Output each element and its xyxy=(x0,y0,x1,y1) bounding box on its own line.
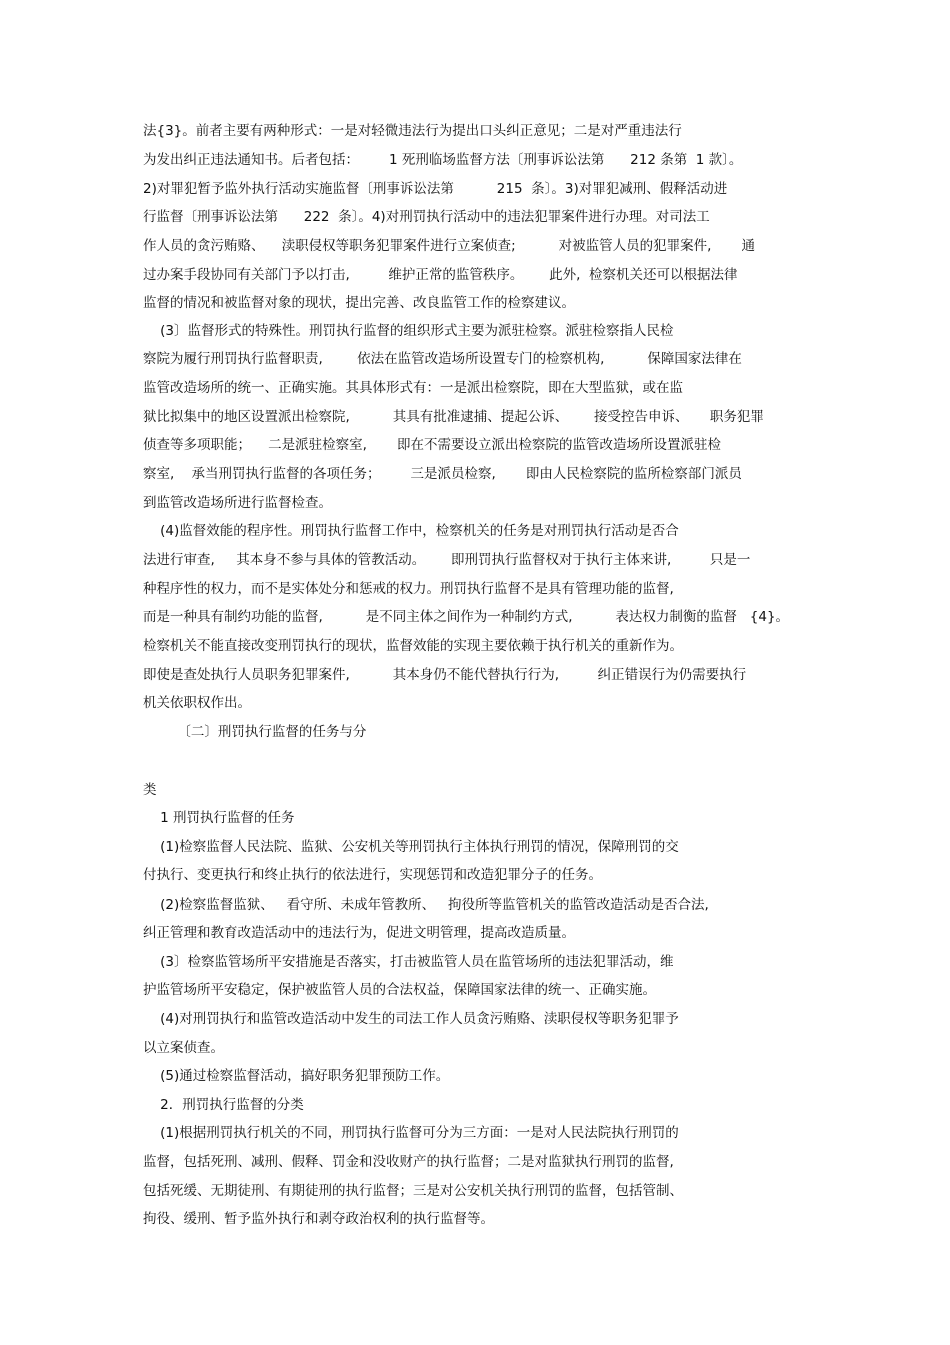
text-line: 种程序性的权力，而不是实体处分和惩戒的权力。刑罚执行监督不是具有管理功能的监督, xyxy=(143,581,674,597)
text-line: 作人员的贪污贿赂、 渎职侵权等职务犯罪案件进行立案侦查; 对被监管人员的犯罪案件, 通 xyxy=(143,238,755,254)
text-line: (1)根据刑罚执行机关的不同，刑罚执行监督可分为三方面：一是对人民法院执行刑罚的 xyxy=(143,1125,679,1141)
text-line: 护监管场所平安稳定，保护被监管人员的合法权益，保障国家法律的统一、正确实施。 xyxy=(143,982,656,998)
text-line: (4)对刑罚执行和监管改造活动中发生的司法工作人员贪污贿赂、渎职侵权等职务犯罪予 xyxy=(143,1011,679,1027)
text-line: 包括死缓、无期徒刑、有期徒刑的执行监督；三是对公安机关执行刑罚的监督，包括管制、 xyxy=(143,1183,683,1199)
text-line: 监督的情况和被监督对象的现状，提出完善、改良监管工作的检察建议。 xyxy=(143,295,575,311)
text-line: 以立案侦查。 xyxy=(143,1040,224,1056)
section-heading-continuation: 类 xyxy=(143,782,157,798)
text-line: (4)监督效能的程序性。刑罚执行监督工作中，检察机关的任务是对刑罚执行活动是否合 xyxy=(143,523,679,539)
text-line: 拘役、缓刑、暂予监外执行和剥夺政治权利的执行监督等。 xyxy=(143,1211,494,1227)
text-line: 即使是查处执行人员职务犯罪案件, 其本身仍不能代替执行行为, 纠正错误行为仍需要执行 xyxy=(143,667,747,683)
text-line: 法{3}。前者主要有两种形式：一是对轻微违法行为提出口头纠正意见；二是对严重违法行 xyxy=(143,123,682,139)
subsection-heading: 2．刑罚执行监督的分类 xyxy=(143,1097,304,1113)
text-line: 而是一种具有制约功能的监督, 是不同主体之间作为一种制约方式, 表达权力制衡的监督 {4}。 xyxy=(143,609,790,625)
text-line: 到监管改造场所进行监督检查。 xyxy=(143,495,332,511)
text-line: 监督，包括死刑、减刑、假释、罚金和没收财产的执行监督；二是对监狱执行刑罚的监督, xyxy=(143,1154,674,1170)
text-line: 察院为履行刑罚执行监督职责, 依法在监管改造场所设置专门的检察机构, 保障国家法律在 xyxy=(143,351,742,367)
section-heading: 〔二〕刑罚执行监督的任务与分 xyxy=(143,724,367,740)
text-line: 狱比拟集中的地区设置派出检察院, 其具有批准逮捕、提起公诉、 接受控告申诉、 职务犯罪 xyxy=(143,409,764,425)
text-line: 察室, 承当刑罚执行监督的各项任务； 三是派员检察, 即由人民检察院的监所检察部门派员 xyxy=(143,466,742,482)
text-line: 法进行审查, 其本身不参与具体的管教活动。 即刑罚执行监督权对于执行主体来讲, 只是一 xyxy=(143,552,751,568)
text-line: 付执行、变更执行和终止执行的依法进行，实现惩罚和改造犯罪分子的任务。 xyxy=(143,867,602,883)
text-line: 纠正管理和教育改造活动中的违法行为，促进文明管理，提高改造质量。 xyxy=(143,925,575,941)
text-line: 行监督〔刑事诉讼法第 222 条〕。4)对刑罚执行活动中的违法犯罪案件进行办理。对司法工 xyxy=(143,209,710,225)
subsection-heading: 1 刑罚执行监督的任务 xyxy=(143,810,295,826)
text-line: 监管改造场所的统一、正确实施。其具体形式有：一是派出检察院，即在大型监狱，或在监 xyxy=(143,380,683,396)
text-line: 2)对罪犯暂予监外执行活动实施监督〔刑事诉讼法第 215 条〕。3)对罪犯减刑、假释活动进 xyxy=(143,181,728,197)
text-line: (5)通过检察监督活动，搞好职务犯罪预防工作。 xyxy=(143,1068,450,1084)
text-line: 过办案手段协同有关部门予以打击, 维护正常的监管秩序。 此外, 检察机关还可以根据法律 xyxy=(143,267,738,283)
text-line: (3〕检察监管场所平安措施是否落实，打击被监管人员在监管场所的违法犯罪活动，维 xyxy=(143,954,674,970)
text-line: (2)检察监督监狱、 看守所、未成年管教所、 拘役所等监管机关的监管改造活动是否合法, xyxy=(143,897,709,913)
text-line: 机关依职权作出。 xyxy=(143,695,251,711)
text-line: (1)检察监督人民法院、监狱、公安机关等刑罚执行主体执行刑罚的情况，保障刑罚的交 xyxy=(143,839,679,855)
text-line: 检察机关不能直接改变刑罚执行的现状，监督效能的实现主要依赖于执行机关的重新作为。 xyxy=(143,638,683,654)
text-line: 为发出纠正违法通知书。后者包括： 1 死刑临场监督方法〔刑事诉讼法第 212 条第 1 款〕。 xyxy=(143,152,743,168)
text-line: (3〕监督形式的特殊性。刑罚执行监督的组织形式主要为派驻检察。派驻检察指人民检 xyxy=(143,323,674,339)
text-line: 侦查等多项职能； 二是派驻检察室, 即在不需要设立派出检察院的监管改造场所设置派驻检 xyxy=(143,437,721,453)
